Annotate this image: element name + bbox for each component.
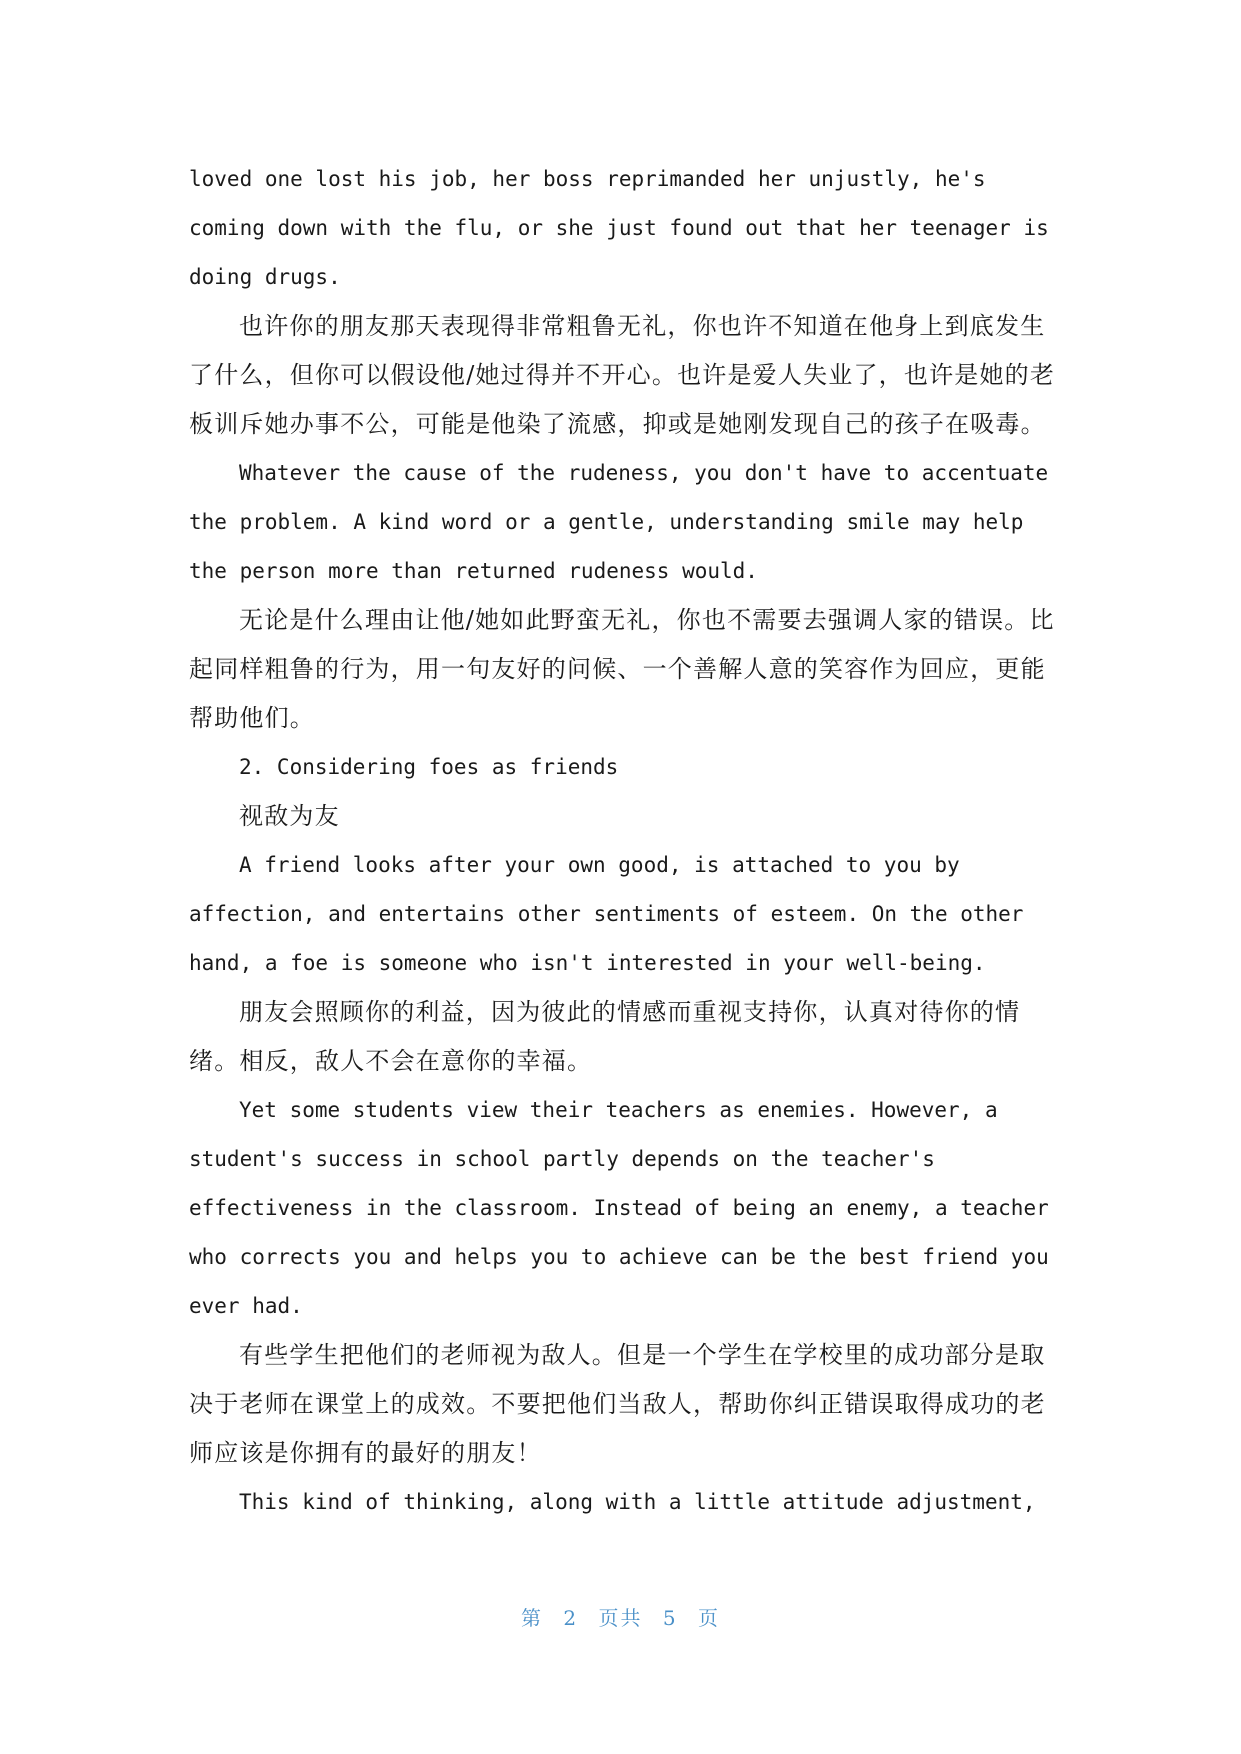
- page-footer: [0, 1602, 1241, 1631]
- document-body: [189, 155, 1069, 1527]
- text-line: 了什么，但你可以假设他/她过得并不开心。也许是爱人失业了，也许是她的老: [189, 361, 1056, 389]
- text-line: 也许你的朋友那天表现得非常粗鲁无礼，你也许不知道在他身上到底发生: [239, 312, 1046, 340]
- text-line: effectiveness in the classroom. Instead of being an enemy, a teacher: [189, 1196, 1049, 1220]
- text-line: the person more than returned rudeness would.: [189, 559, 758, 583]
- text-line: This kind of thinking, along with a little attitude adjustment,: [239, 1490, 1036, 1514]
- text-line: 2. Considering foes as friends: [239, 755, 619, 779]
- text-line: A friend looks after your own good, is attached to you by: [239, 853, 960, 877]
- text-line: 师应该是你拥有的最好的朋友！: [189, 1439, 542, 1467]
- text-line: affection, and entertains other sentiments of esteem. On the other: [189, 902, 1024, 926]
- text-line: 无论是什么理由让他/她如此野蛮无礼，你也不需要去强调人家的错误。比: [239, 606, 1055, 634]
- text-line: 有些学生把他们的老师视为敌人。但是一个学生在学校里的成功部分是取: [239, 1341, 1046, 1369]
- text-line: 视敌为友: [239, 802, 340, 830]
- text-line: 朋友会照顾你的利益，因为彼此的情感而重视支持你，认真对待你的情: [239, 998, 1021, 1026]
- footer-total-pages: 5: [662, 1606, 678, 1630]
- text-line: who corrects you and helps you to achieve can be the best friend you: [189, 1245, 1049, 1269]
- text-line: 起同样粗鲁的行为，用一句友好的问候、一个善解人意的笑容作为回应，更能: [189, 655, 1046, 683]
- text-line: Whatever the cause of the rudeness, you don't have to accentuate: [239, 461, 1049, 485]
- text-line: doing drugs.: [189, 265, 341, 289]
- text-line: 绪。相反，敌人不会在意你的幸福。: [189, 1047, 593, 1075]
- text-line: loved one lost his job, her boss reprimanded her unjustly, he's: [189, 167, 986, 191]
- text-line: Yet some students view their teachers as enemies. However, a: [239, 1098, 998, 1122]
- footer-mid: 页共: [598, 1606, 643, 1630]
- text-line: 帮助他们。: [189, 704, 315, 732]
- footer-suffix: 页: [697, 1606, 720, 1630]
- text-line: 板训斥她办事不公，可能是他染了流感，抑或是她刚发现自己的孩子在吸毒。: [189, 410, 1046, 438]
- text-line: the problem. A kind word or a gentle, understanding smile may help: [189, 510, 1024, 534]
- text-line: coming down with the flu, or she just found out that her teenager is: [189, 216, 1049, 240]
- text-line: 决于老师在课堂上的成效。不要把他们当敌人，帮助你纠正错误取得成功的老: [189, 1390, 1046, 1418]
- text-line: ever had.: [189, 1294, 303, 1318]
- footer-current-page: 2: [563, 1606, 579, 1630]
- text-line: hand, a foe is someone who isn't interested in your well-being.: [189, 951, 986, 975]
- text-line: student's success in school partly depends on the teacher's: [189, 1147, 935, 1171]
- footer-prefix: 第: [521, 1606, 544, 1630]
